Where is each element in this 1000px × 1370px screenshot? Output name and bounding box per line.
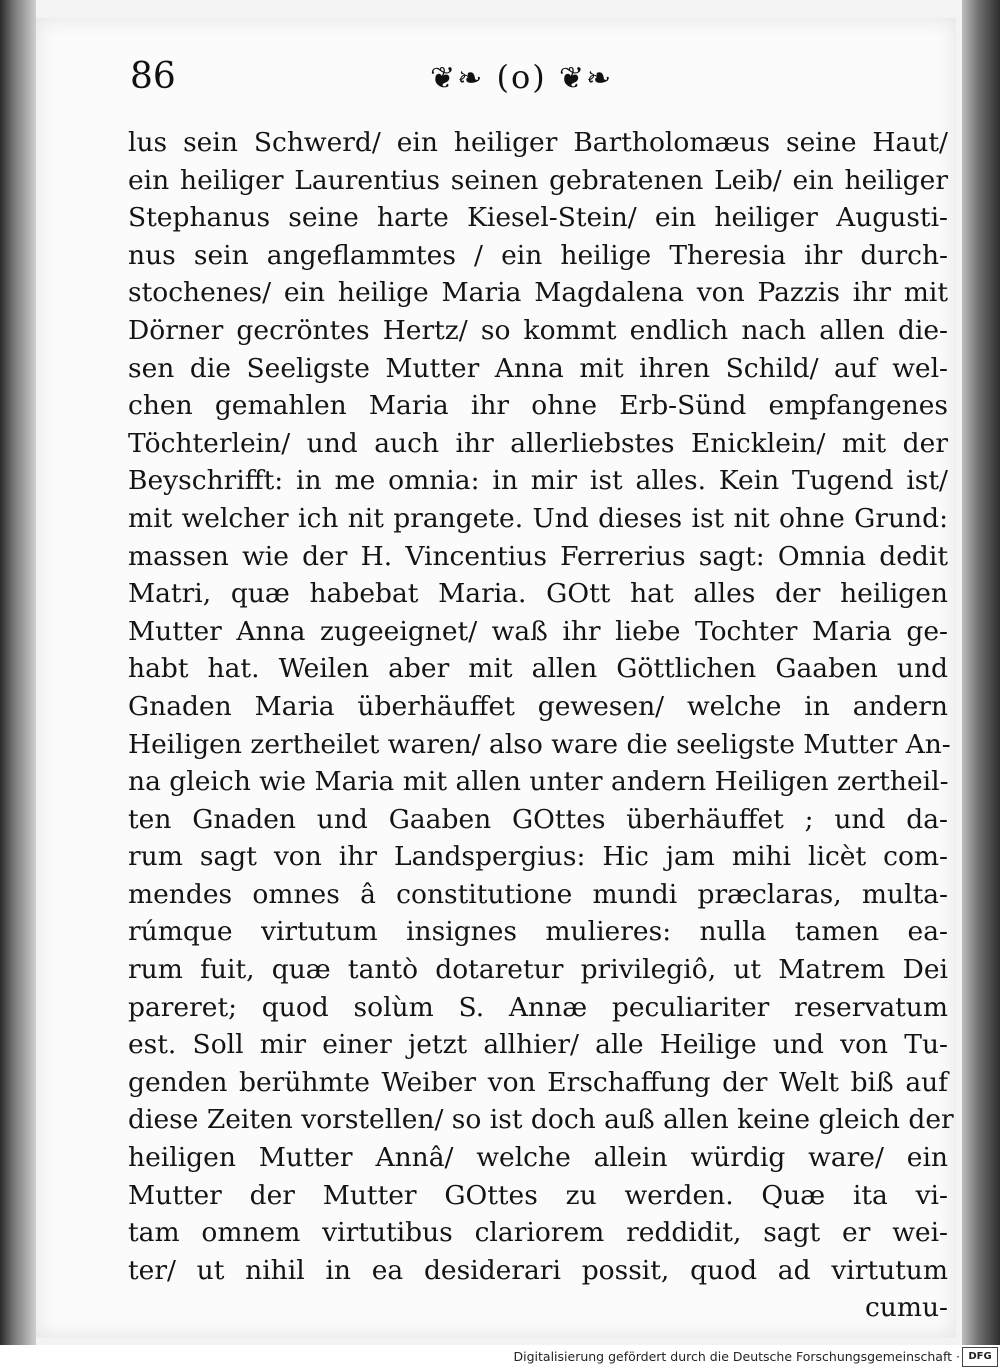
text-line: ein heiliger Laurentius seinen gebratenen Leib/ ein heiliger (128, 164, 948, 196)
text-line: Töchterlein/ und auch ihr allerliebstes Enicklein/ mit der (128, 427, 948, 459)
text-line: Stephanus seine harte Kiesel-Stein/ ein heiliger Augusti- (128, 202, 948, 234)
text-line: rum fuit, quæ tantò dotaretur privilegiô, ut Matrem Dei (128, 954, 948, 986)
header-ornament (430, 58, 613, 96)
dfg-logo: DFG (962, 1347, 998, 1367)
text-line: Dörner gecröntes Hertz/ so kommt endlich nach allen die- (128, 314, 948, 346)
ornament-right-icon: ❦❧ (558, 61, 614, 96)
text-line: chen gemahlen Maria ihr ohne Erb-Sünd empfangenes (128, 390, 948, 422)
ornament-left-icon: ❦❧ (430, 61, 485, 96)
text-line: diese Zeiten vorstellen/ so ist doch auß allen keine gleich der (128, 1104, 954, 1136)
text-line: rum sagt von ihr Landspergius: Hic jam mihi licèt com- (128, 841, 948, 873)
text-line: na gleich wie Maria mit allen unter andern Heiligen zertheil- (128, 766, 949, 798)
text-line: Gnaden Maria überhäuffet gewesen/ welche in andern (128, 690, 948, 722)
text-line: pareret; quod solùm S. Annæ peculiariter reservatum (128, 991, 948, 1023)
page-number: 86 (130, 56, 176, 97)
text-line: mendes omnes â constitutione mundi præclaras, multa- (128, 878, 948, 910)
digitization-footer (0, 1345, 1000, 1370)
text-line: Matri, quæ habebat Maria. GOtt hat alles der heiligen (128, 578, 948, 610)
text-line: ter/ ut nihil in ea desiderari possit, quod ad virtutum (128, 1254, 948, 1286)
body-text (128, 124, 954, 1327)
text-line: lus sein Schwerd/ ein heiliger Bartholomæus seine Haut/ (128, 127, 948, 158)
book-spine-right-edge (962, 0, 1000, 1345)
ornament-center: (o) (496, 58, 547, 96)
text-line: mit welcher ich nit prangete. Und dieses ist nit ohne Grund: (128, 502, 948, 534)
text-line: Beyschrifft: in me omnia: in mir ist alles. Kein Tugend ist/ (128, 465, 948, 497)
text-line: stochenes/ ein heilige Maria Magdalena von Pazzis ihr mit (128, 277, 948, 309)
text-line: rúmque virtutum insignes mulieres: nulla tamen ea- (128, 916, 948, 948)
book-spine-left-edge (0, 0, 36, 1345)
text-line: habt hat. Weilen aber mit allen Göttlichen Gaaben und (128, 653, 948, 685)
funding-credit: Digitalisierung gefördert durch die Deutsche Forschungsgemeinschaft · (513, 1349, 960, 1364)
text-line: ten Gnaden und Gaaben GOttes überhäuffet ; und da- (128, 803, 948, 835)
text-line: sen die Seeligste Mutter Anna mit ihren Schild/ auf wel- (128, 352, 948, 384)
text-line: Mutter der Mutter GOttes zu werden. Quæ ita vi- (128, 1179, 948, 1211)
text-line: tam omnem virtutibus clariorem reddidit, sagt er wei- (128, 1217, 948, 1249)
text-line: Mutter Anna zugeeignet/ waß ihr liebe Tochter Maria ge- (128, 615, 948, 647)
text-line: massen wie der H. Vincentius Ferrerius sagt: Omnia dedit (128, 540, 948, 572)
text-line: nus sein angeflammtes / ein heilige Theresia ihr durch- (128, 239, 948, 271)
text-line: Heiligen zertheilet waren/ also ware die seeligste Mutter An- (128, 728, 951, 760)
text-line: est. Soll mir einer jetzt allhier/ alle Heilige und von Tu- (128, 1029, 948, 1061)
catchword: cumu- (864, 1292, 948, 1324)
page-header (130, 56, 650, 116)
text-line: genden berühmte Weiber von Erschaffung der Welt biß auf (128, 1066, 948, 1098)
text-line: heiligen Mutter Annâ/ welche allein würdig ware/ ein (128, 1142, 948, 1174)
